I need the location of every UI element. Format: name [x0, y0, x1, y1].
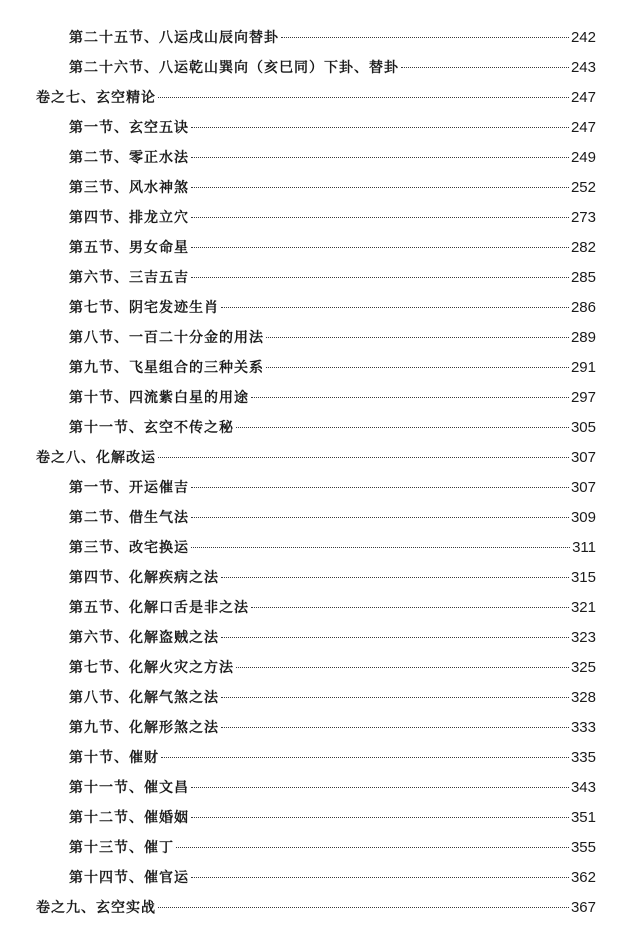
toc-entry-title: 第三节、改宅换运: [69, 540, 189, 556]
toc-entry-page-number: 315: [570, 569, 596, 586]
toc-entry-title: 第十节、四流紫白星的用途: [69, 390, 249, 406]
dot-leader: [191, 877, 569, 878]
toc-entry-page-number: 286: [570, 299, 596, 316]
dot-leader: [161, 757, 569, 758]
toc-section-entry[interactable]: [0, 833, 634, 863]
dot-leader: [236, 427, 569, 428]
toc-entry-page-number: 285: [570, 269, 596, 286]
toc-entry-page-number: 323: [570, 629, 596, 646]
dot-leader: [266, 367, 569, 368]
toc-entry-page-number: 305: [570, 419, 596, 436]
toc-section-entry[interactable]: [0, 263, 634, 293]
toc-entry-title: 第一节、开运催吉: [69, 480, 189, 496]
toc-entry-page-number: 321: [570, 599, 596, 616]
dot-leader: [191, 217, 569, 218]
toc-section-entry[interactable]: [0, 323, 634, 353]
toc-entry-title: 第五节、化解口舌是非之法: [69, 600, 249, 616]
dot-leader: [221, 307, 569, 308]
toc-entry-page-number: 335: [570, 749, 596, 766]
toc-entry-page-number: 273: [570, 209, 596, 226]
toc-section-entry[interactable]: [0, 773, 634, 803]
toc-entry-page-number: 247: [570, 119, 596, 136]
toc-entry-title: 第十三节、催丁: [69, 840, 174, 856]
dot-leader: [266, 337, 569, 338]
toc-section-entry[interactable]: [0, 233, 634, 263]
toc-section-entry[interactable]: [0, 563, 634, 593]
dot-leader: [191, 127, 569, 128]
toc-entry-title: 第十一节、玄空不传之秘: [69, 420, 234, 436]
dot-leader: [191, 187, 569, 188]
toc-entry-title: 卷之九、玄空实战: [36, 900, 156, 916]
toc-entry-title: 第六节、三吉五吉: [69, 270, 189, 286]
toc-entry-title: 第二十五节、八运戌山辰向替卦: [69, 30, 279, 46]
toc-section-entry[interactable]: [0, 503, 634, 533]
toc-section-entry[interactable]: [0, 383, 634, 413]
dot-leader: [251, 397, 569, 398]
toc-entry-title: 第四节、化解疾病之法: [69, 570, 219, 586]
dot-leader: [221, 697, 569, 698]
toc-section-entry[interactable]: [0, 623, 634, 653]
dot-leader: [191, 157, 569, 158]
toc-entry-title: 第十节、催财: [69, 750, 159, 766]
toc-entry-page-number: 289: [570, 329, 596, 346]
dot-leader: [191, 247, 569, 248]
dot-leader: [221, 637, 569, 638]
toc-section-entry[interactable]: [0, 593, 634, 623]
toc-section-entry[interactable]: [0, 743, 634, 773]
toc-section-entry[interactable]: [0, 353, 634, 383]
toc-entry-title: 第七节、化解火灾之方法: [69, 660, 234, 676]
toc-entry-title: 第八节、化解气煞之法: [69, 690, 219, 706]
toc-entry-page-number: 243: [570, 59, 596, 76]
toc-entry-title: 第六节、化解盗贼之法: [69, 630, 219, 646]
dot-leader: [191, 487, 569, 488]
toc-entry-page-number: 333: [570, 719, 596, 736]
dot-leader: [251, 607, 569, 608]
toc-entry-page-number: 309: [570, 509, 596, 526]
toc-entry-title: 第九节、飞星组合的三种关系: [69, 360, 264, 376]
toc-entry-page-number: 297: [570, 389, 596, 406]
toc-section-entry[interactable]: [0, 653, 634, 683]
toc-entry-title: 卷之七、玄空精论: [36, 90, 156, 106]
toc-entry-page-number: 307: [570, 449, 596, 466]
toc-entry-title: 第九节、化解形煞之法: [69, 720, 219, 736]
dot-leader: [158, 457, 569, 458]
toc-section-entry[interactable]: [0, 203, 634, 233]
toc-section-entry[interactable]: [0, 803, 634, 833]
toc-entry-title: 第二节、借生气法: [69, 510, 189, 526]
toc-entry-title: 第一节、玄空五诀: [69, 120, 189, 136]
toc-entry-page-number: 328: [570, 689, 596, 706]
dot-leader: [191, 787, 569, 788]
toc-section-entry[interactable]: [0, 23, 634, 53]
toc-section-entry[interactable]: [0, 713, 634, 743]
toc-chapter-entry[interactable]: [0, 443, 634, 473]
toc-entry-page-number: 355: [570, 839, 596, 856]
toc-section-entry[interactable]: [0, 53, 634, 83]
dot-leader: [221, 727, 569, 728]
dot-leader: [176, 847, 569, 848]
dot-leader: [221, 577, 569, 578]
toc-entry-page-number: 343: [570, 779, 596, 796]
dot-leader: [191, 547, 570, 548]
toc-entry-page-number: 291: [570, 359, 596, 376]
toc-entry-title: 第十二节、催婚姻: [69, 810, 189, 826]
toc-entry-page-number: 325: [570, 659, 596, 676]
toc-entry-page-number: 367: [570, 899, 596, 916]
toc-entry-title: 卷之八、化解改运: [36, 450, 156, 466]
toc-entry-title: 第十四节、催官运: [69, 870, 189, 886]
dot-leader: [236, 667, 569, 668]
dot-leader: [281, 37, 569, 38]
toc-entry-page-number: 252: [570, 179, 596, 196]
toc-entry-title: 第十一节、催文昌: [69, 780, 189, 796]
toc-entry-page-number: 311: [572, 539, 596, 556]
toc-entry-title: 第四节、排龙立穴: [69, 210, 189, 226]
toc-entry-page-number: 282: [570, 239, 596, 256]
dot-leader: [158, 97, 569, 98]
toc-entry-page-number: 307: [570, 479, 596, 496]
toc-section-entry[interactable]: [0, 113, 634, 143]
toc-entry-page-number: 362: [570, 869, 596, 886]
toc-section-entry[interactable]: [0, 533, 634, 563]
toc-section-entry[interactable]: [0, 293, 634, 323]
toc-section-entry[interactable]: [0, 413, 634, 443]
toc-section-entry[interactable]: [0, 863, 634, 893]
toc-entry-title: 第七节、阴宅发迹生肖: [69, 300, 219, 316]
dot-leader: [401, 67, 569, 68]
dot-leader: [191, 517, 569, 518]
toc-section-entry[interactable]: [0, 473, 634, 503]
dot-leader: [191, 817, 569, 818]
toc-entry-page-number: 242: [570, 29, 596, 46]
dot-leader: [191, 277, 569, 278]
toc-section-entry[interactable]: [0, 683, 634, 713]
toc-entry-title: 第二十六节、八运乾山巽向（亥巳同）下卦、替卦: [69, 60, 399, 76]
toc-entry-page-number: 351: [570, 809, 596, 826]
toc-chapter-entry[interactable]: [0, 83, 634, 113]
toc-section-entry[interactable]: [0, 143, 634, 173]
toc-entry-title: 第三节、风水神煞: [69, 180, 189, 196]
toc-chapter-entry[interactable]: [0, 893, 634, 923]
table-of-contents: [0, 23, 634, 923]
toc-entry-title: 第二节、零正水法: [69, 150, 189, 166]
toc-entry-title: 第五节、男女命星: [69, 240, 189, 256]
toc-entry-page-number: 247: [570, 89, 596, 106]
toc-section-entry[interactable]: [0, 173, 634, 203]
dot-leader: [158, 907, 569, 908]
toc-entry-page-number: 249: [570, 149, 596, 166]
toc-entry-title: 第八节、一百二十分金的用法: [69, 330, 264, 346]
